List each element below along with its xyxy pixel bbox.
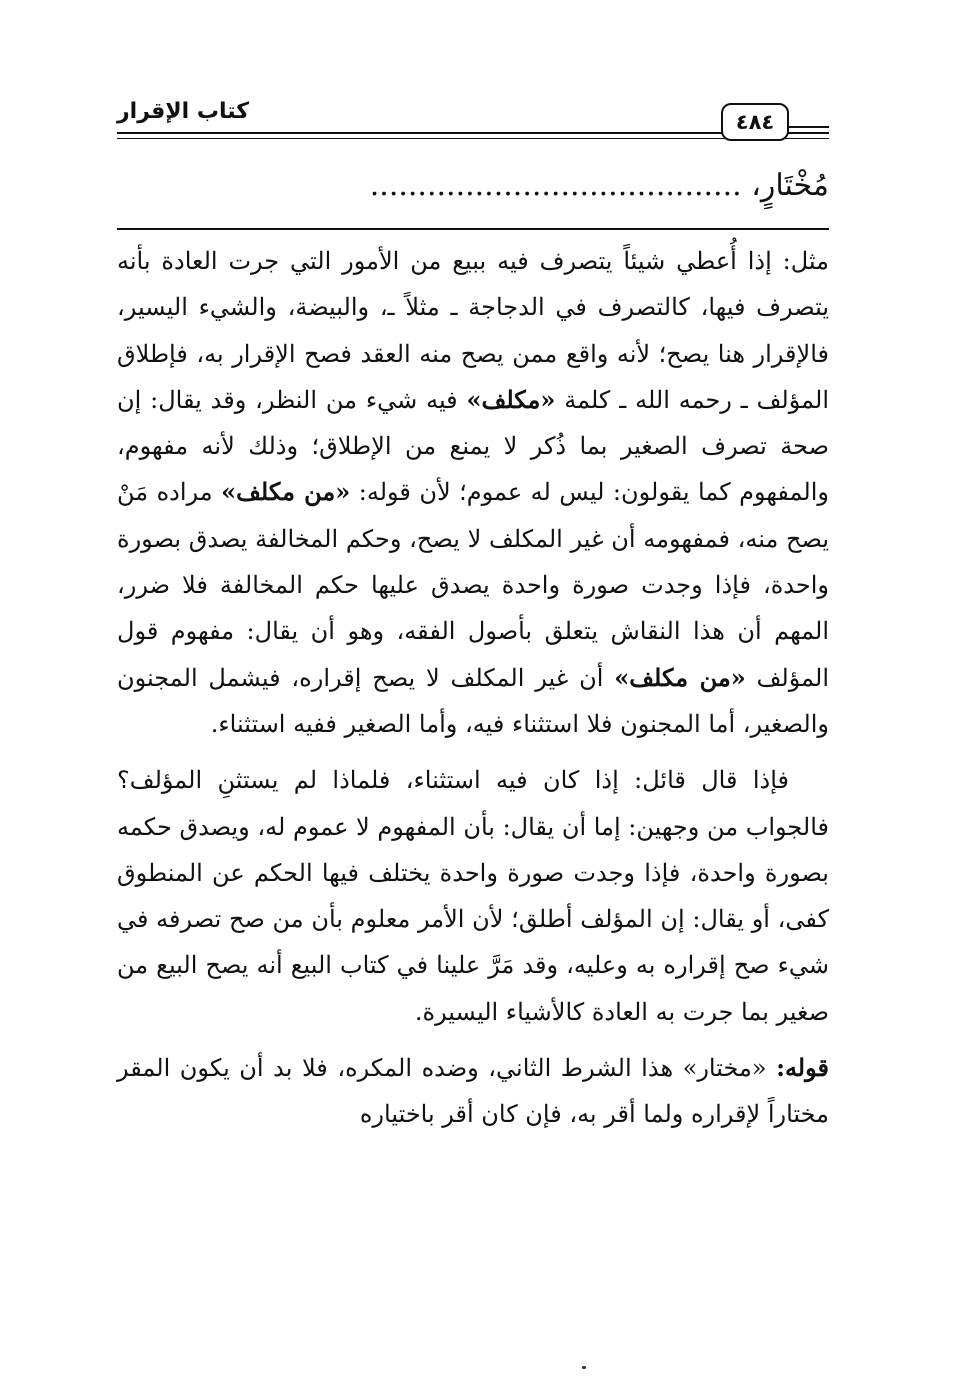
term-min-mukallaf-2: «من مكلف»: [614, 662, 746, 692]
paragraph-2: [117, 757, 829, 1035]
header-rule-accent: [789, 126, 829, 128]
paragraph-3: [117, 1045, 829, 1138]
paragraph-1-end: أن غير المكلف لا يصح إقراره، فيشمل المجنون والصغير، أما المجنون فلا استثناء فيه، وأما الصغير ففيه استثناء.: [117, 663, 829, 738]
paragraph-1-mid1: فيه شيء من النظر، وقد يقال: إن صحة تصرف الصغير بما ذُكر لا يمنع من الإطلاق؛ وذلك لأنه مفهوم، والمفهوم كما يقولون: ليس له عموم؛ لأن قوله:: [117, 385, 829, 507]
header-rule-thin: [117, 138, 829, 139]
term-min-mukallaf: «من مكلف»: [221, 477, 351, 507]
term-mukallaf: «مكلف»: [466, 384, 556, 414]
qawluhu-label: قوله:: [776, 1053, 829, 1083]
paragraph-2-text: فإذا قال قائل: إذا كان فيه استثناء، فلماذا لم يستثنِ المؤلف؟ فالجواب من وجهين: إما أن يقال: بأن المفهوم لا عموم له، ويصدق حكمه بصورة واحدة، فإذا وجدت صورة واحدة يختلف فيها الحكم عن المنطوق كفى، أو يقال: إن المؤلف أطلق؛ لأن الأمر معلوم بأن من صح تصرفه في شيء صح إقراره به وعليه، وقد مَرَّ علينا في كتاب البيع أنه يصح البيع من صغير بما جرت به العادة كالأشياء اليسيرة.: [117, 766, 829, 1026]
paragraph-1: [117, 238, 829, 747]
paragraph-1-mid2: مراده مَنْ يصح منه، فمفهومه أن غير المكلف لا يصح، وحكم المخالفة يصدق بصورة واحدة، فإذا وجدت صورة واحدة يصدق عليها حكم المخالفة فلا ضرر، المهم أن هذا النقاش يتعلق بأصول الفقه، وهو أن يقال: مفهوم قول المؤلف: [117, 478, 829, 692]
matn-divider: [117, 228, 829, 230]
paragraph-1-intro: مثل: إذا أُعطي شيئاً يتصرف فيه ببيع من الأمور التي جرت العادة بأنه يتصرف فيها، كالتصرف في الدجاجة ـ مثلاً ـ، والبيضة، والشيء اليسير، فالإقرار هنا يصح؛ لأنه واقع ممن يصح منه العقد فصح الإقرار به، فإطلاق المؤلف ـ رحمه الله ـ كلمة: [117, 247, 829, 414]
page-header: [117, 95, 829, 155]
running-title: كتاب الإقرار: [117, 99, 250, 124]
footer-mark: [582, 1366, 586, 1369]
page-number: ٤٨٤: [721, 103, 789, 141]
commentary-body: [117, 238, 829, 1148]
paragraph-3-text: «مختار» هذا الشرط الثاني، وضده المكره، فلا بد أن يكون المقر مختاراً لإقراره ولما أقر به، فإن كان أقر باختياره: [117, 1054, 829, 1129]
matn-text: مُخْتَارٍ، .......................................: [369, 168, 829, 203]
